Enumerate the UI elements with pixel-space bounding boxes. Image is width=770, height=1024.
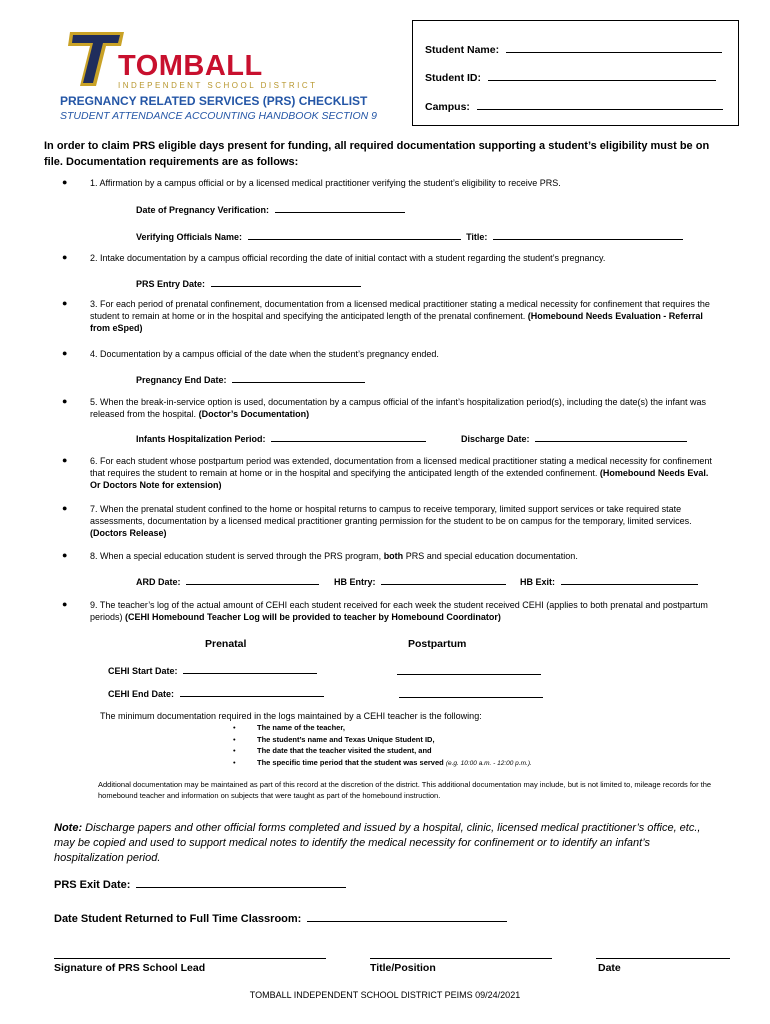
item-5 (90, 396, 720, 420)
prenatal-heading: Prenatal (205, 638, 247, 650)
logo-wordmark: TOMBALL (118, 50, 263, 82)
page-title: PREGNANCY RELATED SERVICES (PRS) CHECKLIST (60, 94, 368, 108)
additional-documentation-text: Additional documentation may be maintained as part of this record at the discretion of the district. This additional documentation may include, but is not limited to, mileage records for the homebound teacher and information on subjects that were taught as part of the homebound instruction. (98, 780, 712, 800)
prs-exit-label: PRS Exit Date: (54, 879, 131, 891)
item-6-bold: (Homebound Needs Eval. Or Doctors Note for extension) (90, 468, 709, 490)
infants-hospitalization-field[interactable] (271, 431, 426, 442)
item-2: 2. Intake documentation by a campus official recording the date of initial contact with a student regarding the student’s pregnancy. (90, 253, 606, 263)
hb-entry-field[interactable] (381, 574, 506, 585)
prs-entry-field[interactable] (211, 276, 361, 287)
returned-field[interactable] (307, 910, 507, 922)
bullet-icon: ● (62, 252, 68, 262)
title-position-line[interactable] (370, 958, 552, 959)
item-1: 1. Affirmation by a campus official or by a licensed medical practitioner verifying the student’s eligibility to receive PRS. (90, 178, 561, 188)
bullet-icon: ● (62, 396, 68, 406)
item-7-bold: (Doctors Release) (90, 528, 167, 538)
signature-line[interactable] (54, 958, 326, 959)
page-subtitle: STUDENT ATTENDANCE ACCOUNTING HANDBOOK SECTION 9 (60, 110, 377, 122)
verifying-officials-label: Verifying Officials Name: (136, 232, 243, 242)
date-verification-field[interactable] (275, 202, 405, 213)
note-text: Discharge papers and other official forms completed and issued by a hospital, clinic, licensed medical practitioner’s office, etc., may be copied and used to support medical notes to identify the medical necessity for confinement or to identify an infant’s hospitalization period. (54, 822, 701, 864)
log-time-example: (e.g. 10:00 a.m. - 12:00 p.m.). (445, 759, 532, 767)
logs-list (257, 722, 532, 769)
returned-label: Date Student Returned to Full Time Classroom: (54, 913, 302, 925)
student-id-label: Student ID: (425, 72, 481, 84)
list-item (257, 757, 532, 770)
bullet-icon: ● (62, 599, 68, 609)
pregnancy-end-field[interactable] (232, 372, 365, 383)
item-3-bold: (Homebound Needs Evaluation - Referral from eSped) (90, 311, 703, 333)
item-9 (90, 599, 720, 623)
item-5-text: 5. When the break-in-service option is used, documentation by a campus official of the infant’s hospitalization period(s), including the date(s) the infant was released from the hospital. (90, 397, 707, 419)
cehi-start-prenatal-field[interactable] (183, 663, 317, 674)
cehi-end-prenatal-field[interactable] (180, 686, 324, 697)
list-bullet-icon: • (233, 746, 236, 755)
note-paragraph (54, 821, 720, 866)
item-6-text: 6. For each student whose postpartum period was extended, documentation from a licensed medical practitioner stating a medical necessity for confinement that requires the student to remain at home or in the hospital and specifying the anticipated length of the extended confinement. (90, 456, 712, 478)
ard-date-label: ARD Date: (136, 577, 181, 587)
logs-bullets (233, 722, 236, 768)
log-time-text: The specific time period that the student was served (257, 757, 444, 767)
item-6 (90, 455, 720, 491)
discharge-date-label: Discharge Date: (461, 434, 530, 444)
item-9-bold: (CEHI Homebound Teacher Log will be provided to teacher by Homebound Coordinator) (125, 612, 501, 622)
prs-exit-field[interactable] (136, 876, 346, 888)
logo-district-text: INDEPENDENT SCHOOL DISTRICT (118, 81, 318, 90)
hb-exit-field[interactable] (561, 574, 698, 585)
title-field[interactable] (493, 229, 683, 240)
page-footer: TOMBALL INDEPENDENT SCHOOL DISTRICT PEIMS 09/24/2021 (249, 990, 521, 1000)
list-item: The name of the teacher, (257, 723, 345, 732)
item-8-text-a: 8. When a special education student is served through the PRS program, (90, 551, 382, 561)
bullet-icon: ● (62, 455, 68, 465)
list-bullet-icon: • (233, 734, 236, 744)
postpartum-heading: Postpartum (408, 638, 467, 650)
item-3-text: 3. For each period of prenatal confinement, documentation from a licensed medical practitioner stating a medical necessity for confinement that requires the student to remain at home or in the hospital and specifying the anticipated length of the prenatal confinement. (90, 299, 710, 321)
cehi-end-postpartum-field[interactable] (399, 687, 543, 698)
item-7-text: 7. When the prenatal student confined to the home or hospital returns to campus to receive temporary, limited support services or take required state assessments, documentation by a licensed medical practitioner granting permission for the student to be on campus for the temporary, limited services. (90, 504, 692, 526)
bullet-icon: ● (62, 348, 68, 358)
note-label: Note: (54, 822, 83, 834)
bullet-icon: ● (62, 503, 68, 513)
item-8-text-b: PRS and special education documentation. (405, 551, 578, 561)
bullet-icon: ● (62, 298, 68, 308)
bullet-icon: ● (62, 177, 68, 187)
prs-entry-label: PRS Entry Date: (136, 279, 206, 289)
cehi-start-postpartum-field[interactable] (397, 664, 541, 675)
student-info-box (412, 20, 739, 126)
ard-date-field[interactable] (186, 574, 319, 585)
verifying-officials-field[interactable] (248, 229, 461, 240)
cehi-start-label: CEHI Start Date: (108, 666, 178, 676)
student-name-field[interactable] (506, 42, 722, 53)
item-4: 4. Documentation by a campus official of the date when the student’s pregnancy ended. (90, 349, 439, 359)
list-bullet-icon: • (233, 723, 236, 732)
hb-entry-label: HB Entry: (334, 577, 376, 587)
hb-exit-label: HB Exit: (520, 577, 556, 587)
pregnancy-end-label: Pregnancy End Date: (136, 375, 227, 385)
item-8 (90, 550, 720, 562)
item-7 (90, 503, 720, 539)
date-verification-label: Date of Pregnancy Verification: (136, 205, 270, 215)
student-name-label: Student Name: (425, 44, 500, 56)
list-item: The student’s name and Texas Unique Student ID, (257, 734, 435, 744)
tomball-t-logo-icon (66, 30, 126, 88)
bullet-icon: ● (62, 550, 68, 560)
date-line[interactable] (596, 958, 730, 959)
item-8-bold: both (383, 551, 404, 561)
list-bullet-icon: • (233, 757, 236, 767)
item-5-bold: (Doctor’s Documentation) (198, 409, 310, 419)
student-id-field[interactable] (488, 70, 716, 81)
infants-hospitalization-label: Infants Hospitalization Period: (136, 434, 266, 444)
signature-label: Signature of PRS School Lead (54, 962, 206, 974)
intro-text: In order to claim PRS eligible days present for funding, all required documentation supporting a student’s eligibility must be on file. Documentation requirements are as follows: (44, 140, 710, 168)
campus-label: Campus: (425, 101, 470, 113)
date-label: Date (598, 962, 621, 974)
discharge-date-field[interactable] (535, 431, 687, 442)
title-position-label: Title/Position (370, 962, 436, 974)
logs-intro: The minimum documentation required in the logs maintained by a CEHI teacher is the following: (100, 711, 482, 721)
title-label: Title: (466, 232, 488, 242)
item-3 (90, 298, 720, 334)
item-9-text: 9. The teacher’s log of the actual amount of CEHI each student received for each week the student received CEHI (applies to both prenatal and postpartum periods) (90, 600, 708, 622)
cehi-end-label: CEHI End Date: (108, 689, 175, 699)
campus-field[interactable] (477, 99, 723, 110)
list-item: The date that the teacher visited the student, and (257, 746, 432, 755)
